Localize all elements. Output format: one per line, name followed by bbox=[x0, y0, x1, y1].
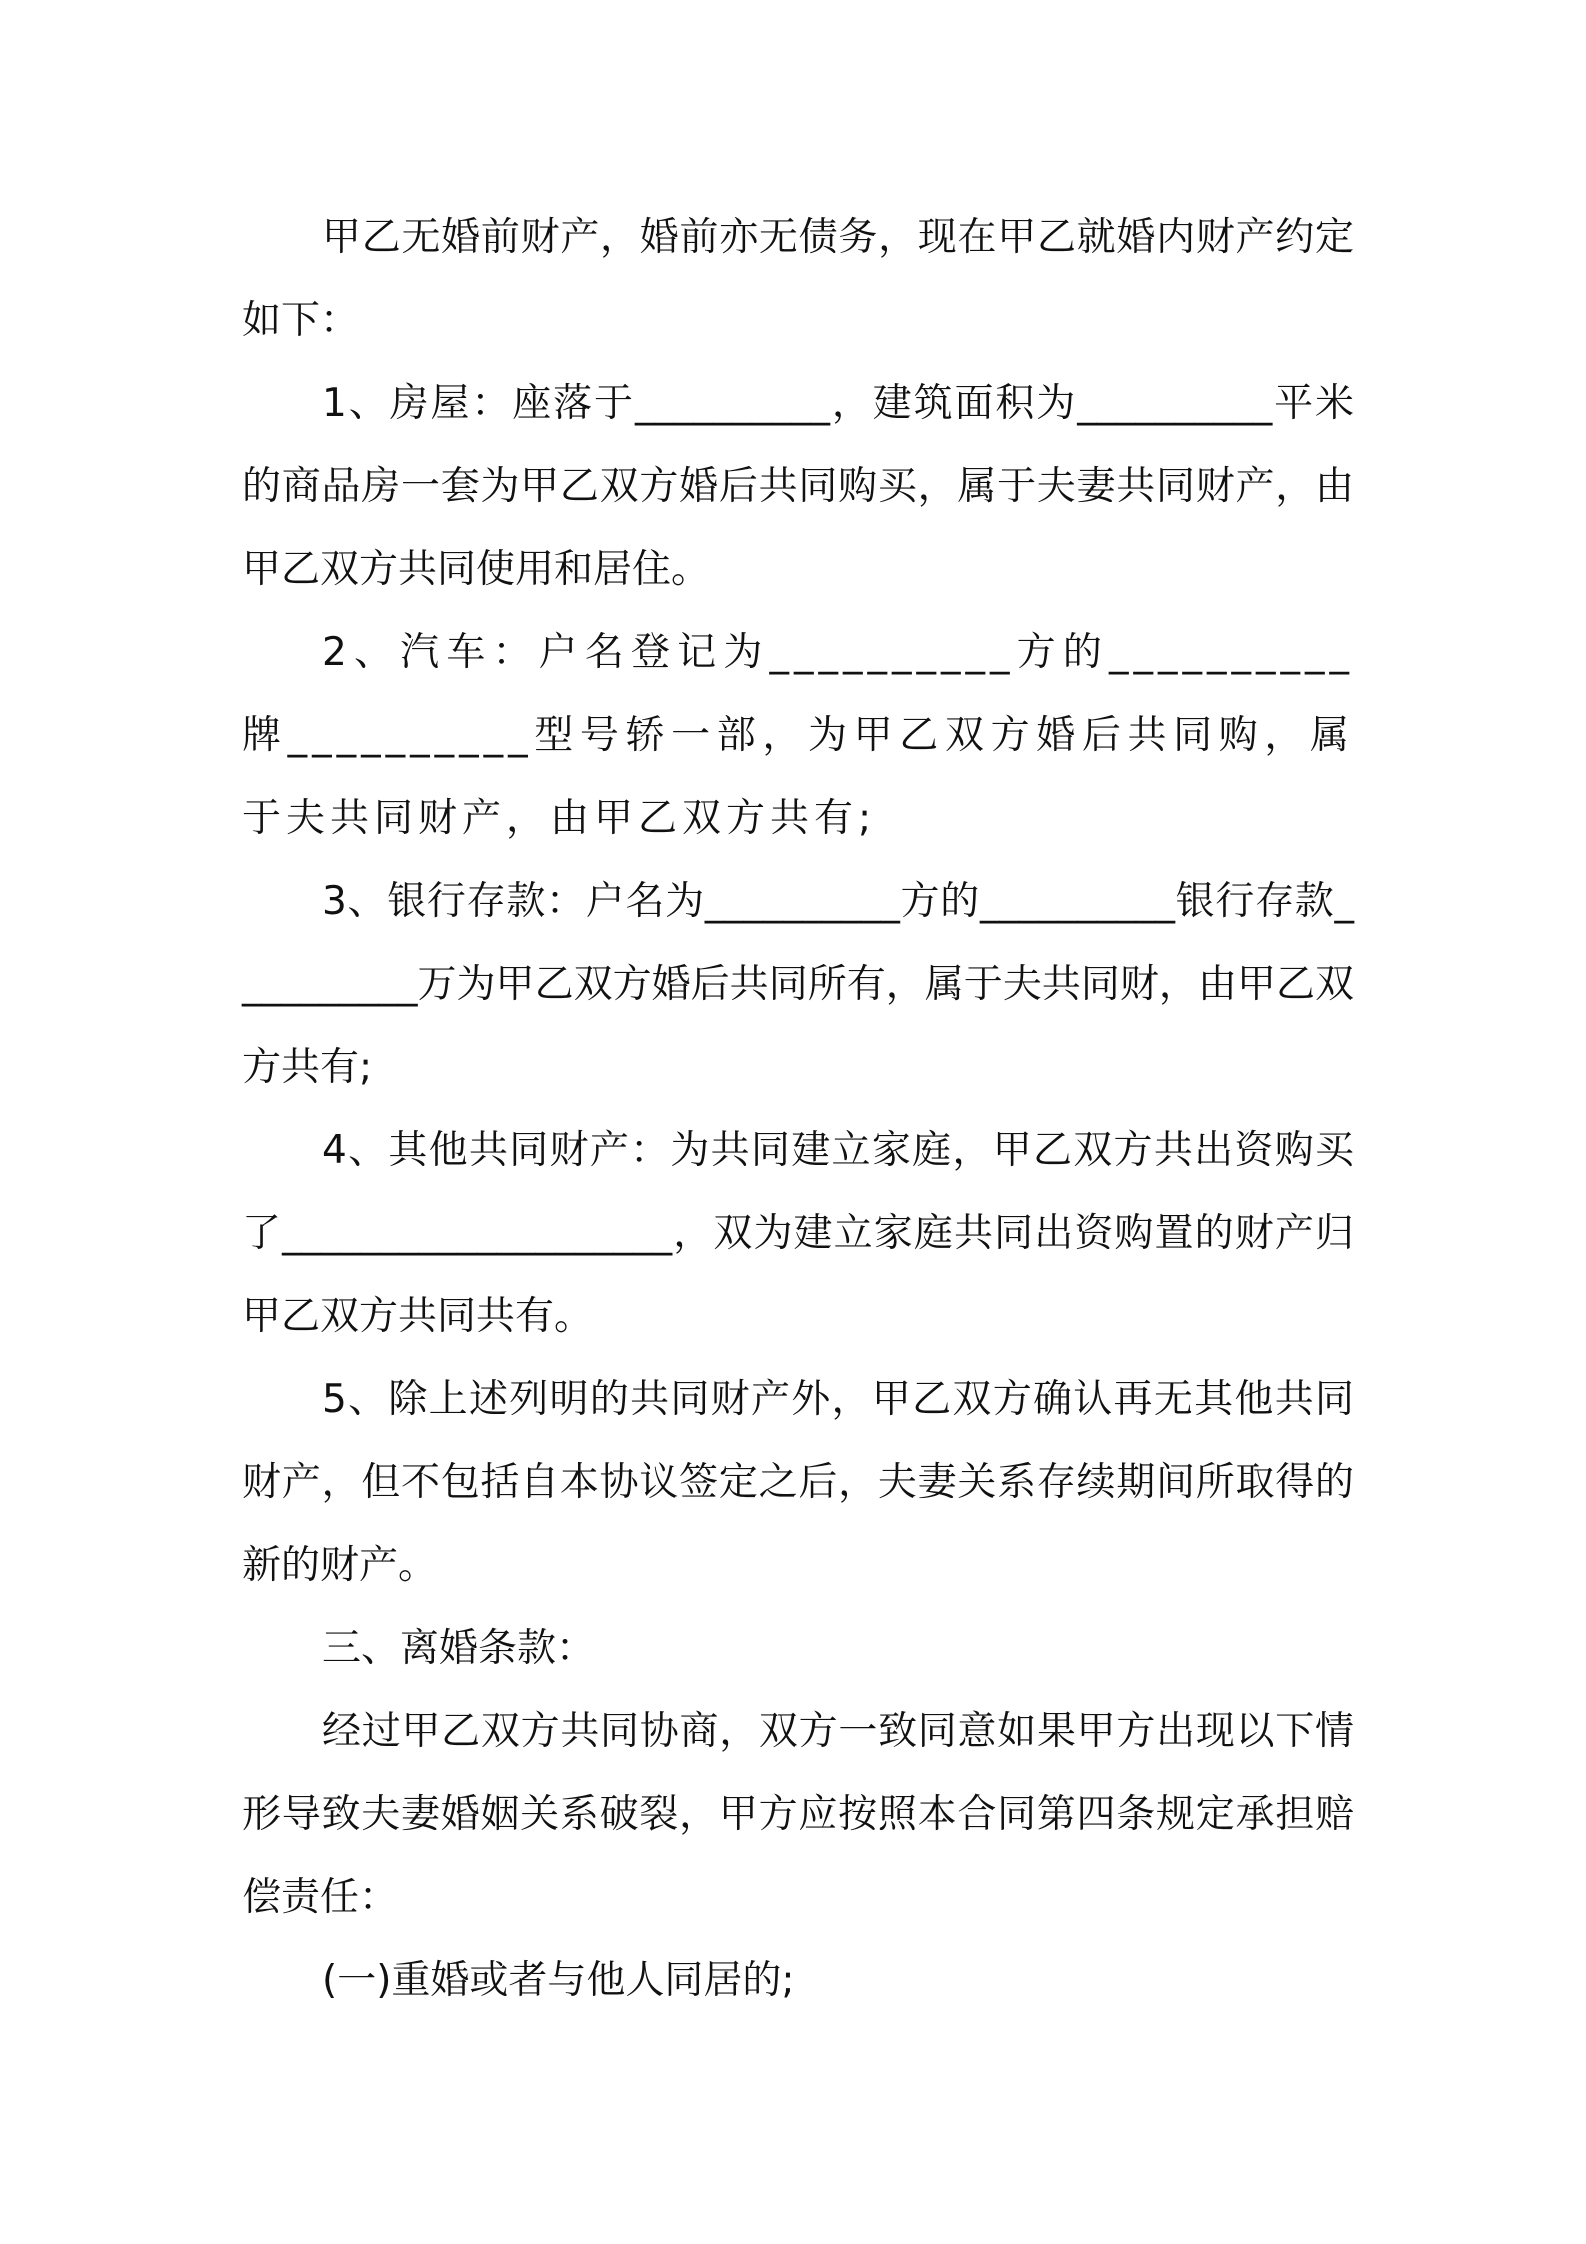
paragraph-other-property-clause: 4、其他共同财产：为共同建立家庭，甲乙双方共出资购买了____________________，双为建立家庭共同出资购置的财产归甲乙双方共同共有。 bbox=[242, 1128, 1354, 1339]
section-heading-divorce-terms: 三、离婚条款： bbox=[322, 1626, 596, 1671]
paragraph-prenuptial-statement: 甲乙无婚前财产，婚前亦无债务，现在甲乙就婚内财产约定如下： bbox=[242, 215, 1354, 343]
document-body bbox=[242, 196, 1354, 2022]
paragraph-house-clause: 1、房屋：座落于__________，建筑面积为__________平米的商品房一套为甲乙双方婚后共同购买，属于夫妻共同财产，由甲乙双方共同使用和居住。 bbox=[242, 381, 1354, 592]
list-item-bigamy-cohabitation: (一)重婚或者与他人同居的; bbox=[322, 1958, 795, 2003]
paragraph-exclusion-clause: 5、除上述列明的共同财产外，甲乙双方确认再无其他共同财产，但不包括自本协议签定之后，夫妻关系存续期间所取得的新的财产。 bbox=[242, 1377, 1354, 1588]
paragraph-bank-deposit-clause: 3、银行存款：户名为__________方的__________银行存款__________万为甲乙双方婚后共同所有，属于夫共同财，由甲乙双方共有; bbox=[242, 879, 1354, 1090]
paragraph-compensation-terms: 经过甲乙双方共同协商，双方一致同意如果甲方出现以下情形导致夫妻婚姻关系破裂，甲方应按照本合同第四条规定承担赔偿责任： bbox=[242, 1709, 1354, 1920]
paragraph-car-clause: 2、汽车：户名登记为__________方的__________牌__________型号轿一部，为甲乙双方婚后共同购，属于夫共同财产，由甲乙双方共有; bbox=[242, 630, 1354, 841]
